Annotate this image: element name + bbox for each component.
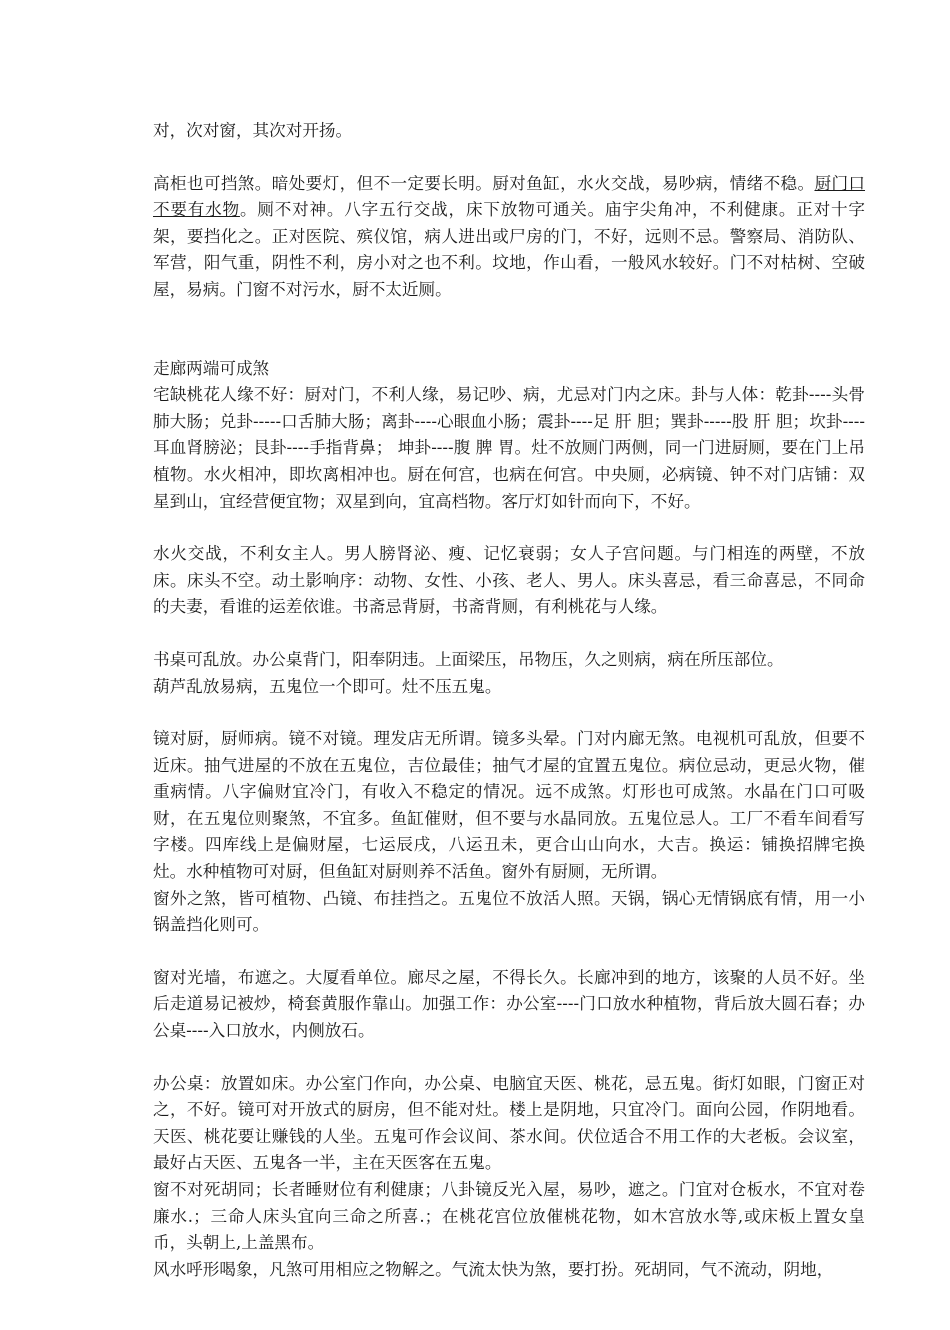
paragraph-3: 宅缺桃花人缘不好：厨对门，不利人缘，易记吵、病，尤忌对门内之床。卦与人体：乾卦----头骨肺大肠；兑卦-----口舌肺大肠；离卦----心眼血小肠；震卦----足 肝 胆；巽卦-----股 肝 胆；坎卦----耳血肾膀泌；艮卦----手指背鼻； 坤卦----腹 脾 胃。灶不放厕门两侧，同一门进厨厕，要在门上吊植物。水火相冲，即坎离相冲也。厨在何宫，也病在何宫。中央厕，必病镜、钟不对门店铺：双星到山，宜经营便宜物；双星到向，宜高档物。客厅灯如针而向下，不好。	[153, 385, 865, 511]
paragraph-6b: 窗外之煞，皆可植物、凸镜、布挂挡之。五鬼位不放活人照。天锅，锅心无情锅底有情，用一小锅盖挡化则可。	[153, 888, 865, 935]
paragraph-8b: 窗不对死胡同；长者睡财位有利健康；八卦镜反光入屋，易吵，遮之。门宜对仓板水，不宜对卷廉水.；三命人床头宜向三命之所喜.；在桃花宫位放催桃花物，如木宫放水等,或床板上置女皇币，头朝上,上盖黑布。	[153, 1180, 865, 1253]
document-page	[153, 118, 865, 1283]
paragraph-1: 对，次对窗，其次对开扬。	[153, 121, 353, 140]
paragraph-7: 窗对光墙，布遮之。大厦看单位。廊尽之屋，不得长久。长廊冲到的地方，该聚的人员不好。坐后走道易记被炒，椅套黄服作靠山。加强工作：办公室----门口放水种植物，背后放大圆石春；办公桌----入口放水，内侧放石。	[153, 967, 865, 1041]
paragraph-8c: 风水呼形喝象，凡煞可用相应之物解之。气流太快为煞，要打扮。死胡同，气不流动，阴地，	[153, 1259, 834, 1279]
spacer	[153, 330, 865, 356]
paragraph-2-text-a: 高柜也可挡煞。暗处要灯，但不一定要长明。厨对鱼缸，水火交战，易吵病，情绪不稳。	[153, 173, 815, 193]
paragraph-4: 水火交战，不利女主人。男人膀肾泌、瘦、记忆衰弱；女人子宫问题。与门相连的两壁，不放床。床头不空。动土影响序：动物、女性、小孩、老人、男人。床头喜忌，看三命喜忌，不同命的夫妻，看谁的运差依谁。书斋忌背厨，书斋背厕，有利桃花与人缘。	[153, 544, 865, 617]
section-heading: 走廊两端可成煞	[153, 358, 270, 378]
paragraph-5a: 书桌可乱放。办公桌背门，阳奉阴违。上面梁压，吊物压，久之则病，病在所压部位。	[153, 649, 784, 669]
paragraph-6: 镜对厨，厨师病。镜不对镜。理发店无所谓。镜多头晕。门对内廊无煞。电视机可乱放，但要不近床。抽气进屋的不放在五鬼位，吉位最佳；抽气才屋的宜置五鬼位。病位忌动，更忌火物，催重病情。八字偏财宜冷门，有收入不稳定的情况。远不成煞。灯形也可成煞。水晶在门口可吸财，在五鬼位则聚煞，不宜多。鱼缸催财，但不要与水晶同放。五鬼位忌人。工厂不看车间看写字楼。四库线上是偏财屋，七运辰戌，八运丑未，更合山山向水，大吉。换运：铺换招牌宅换灶。水种植物可对厨，但鱼缸对厨则养不活鱼。窗外有厨厕，无所谓。	[153, 729, 865, 882]
paragraph-8: 办公桌：放置如床。办公室门作向，办公桌、电脑宜天医、桃花，忌五鬼。街灯如眼，门窗正对之，不好。镜可对开放式的厨房，但不能对灶。楼上是阴地，只宜冷门。面向公园，作阴地看。天医、桃花要让赚钱的人坐。五鬼可作会议间、茶水间。伏位适合不用工作的大老板。会议室，最好占天医、五鬼各一半，主在天医客在五鬼。	[153, 1073, 865, 1173]
paragraph-2-underlined-text: 厨门口不要有水物	[153, 173, 866, 220]
paragraph-5b: 葫芦乱放易病，五鬼位一个即可。灶不压五鬼。	[153, 676, 502, 696]
paragraph-2	[153, 171, 865, 304]
paragraph-2-text-b: 。厕不对神。八字五行交战，床下放物可通关。庙宇尖角冲，不利健康。正对十字架，要挡化之。正对医院、殡仪馆，病人进出或尸房的门，不好，远则不忌。警察局、消防队、军营，阳气重，阴性不利，房小对之也不利。坟地，作山看，一般风水较好。门不对枯树、空破屋，易病。门窗不对污水，厨不太近厕。	[153, 200, 866, 299]
